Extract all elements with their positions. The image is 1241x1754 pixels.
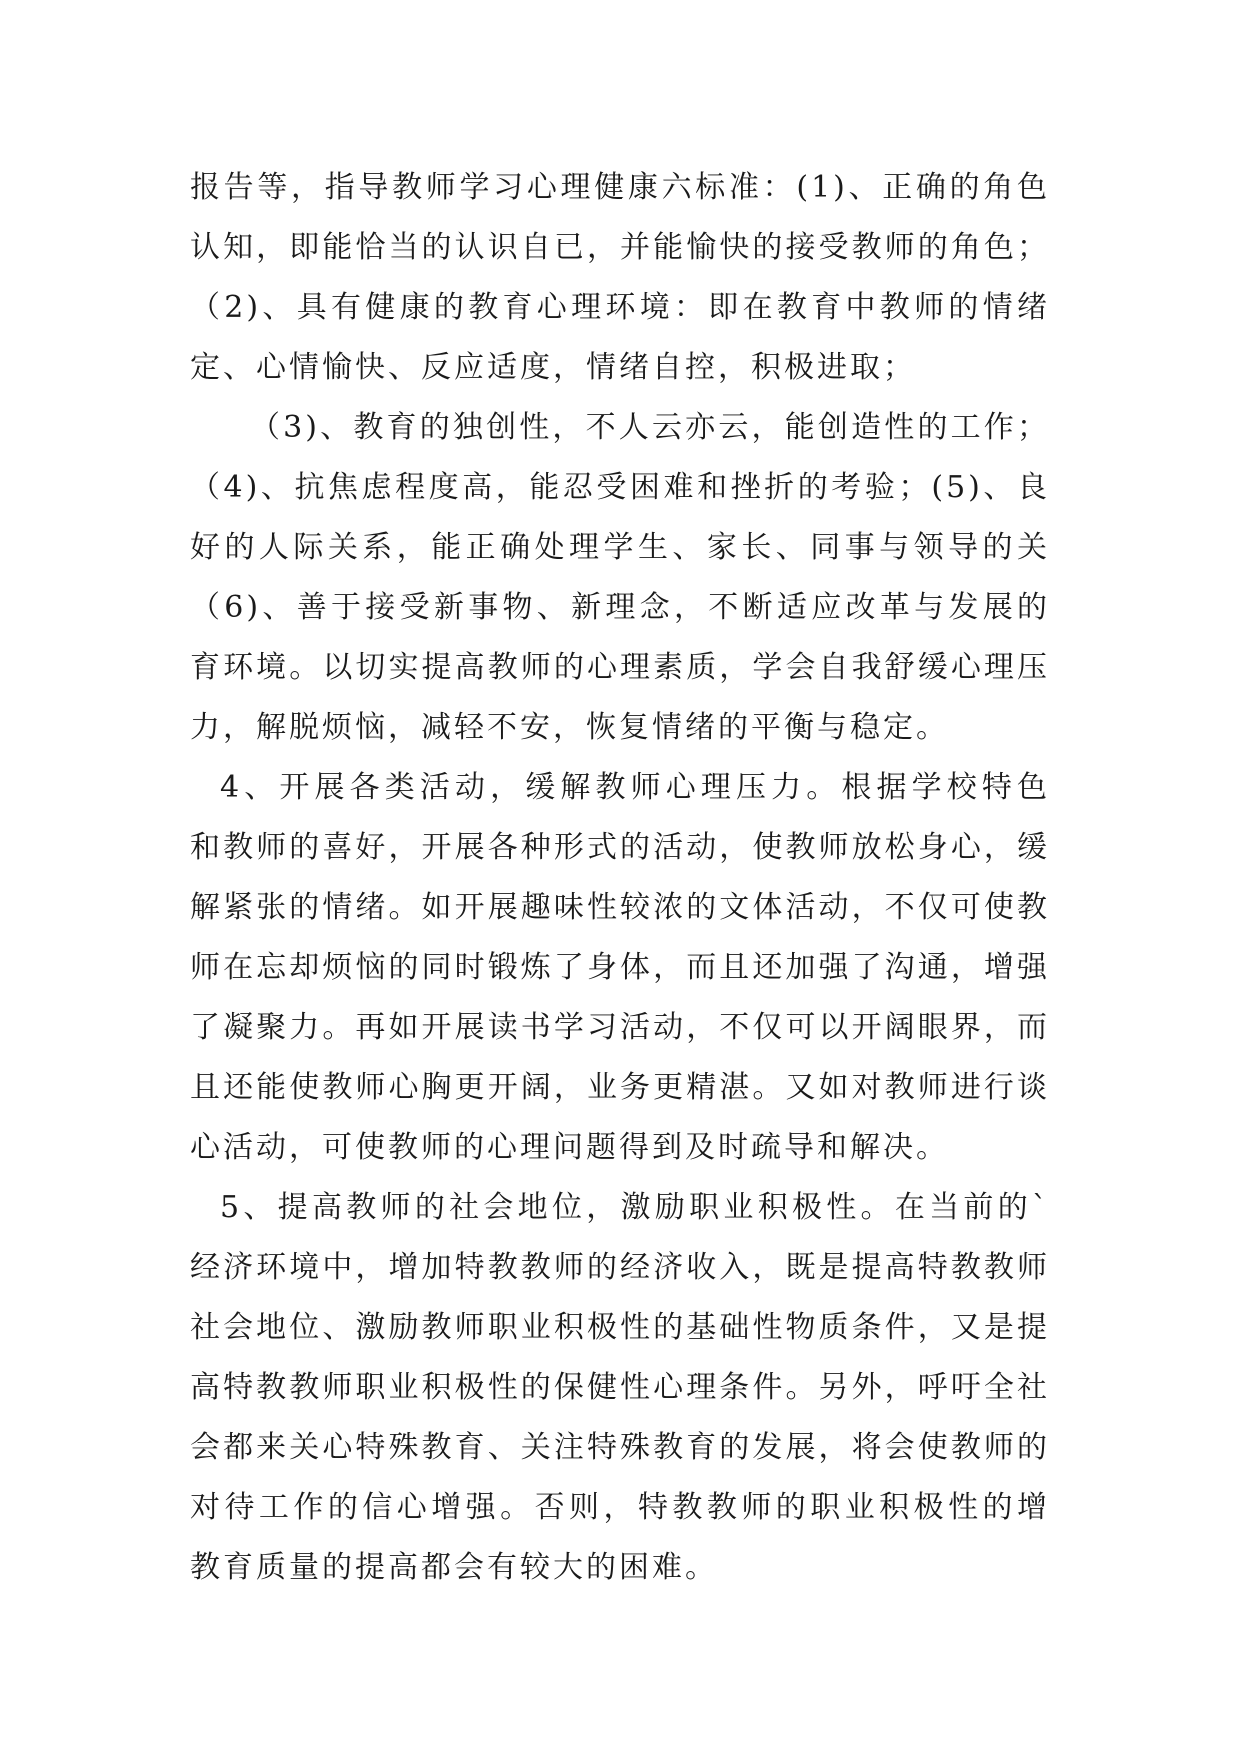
text-line: 报告等，指导教师学习心理健康六标准：(1)、正确的角色 [190, 170, 1050, 205]
text-line: 且还能使教师心胸更开阔，业务更精湛。又如对教师进行谈 [190, 1070, 1050, 1105]
text-line: （2)、具有健康的教育心理环境：即在教育中教师的情绪 [190, 290, 1050, 325]
text-line: 好的人际关系，能正确处理学生、家长、同事与领导的关 [190, 530, 1050, 565]
text-line: 心活动，可使教师的心理问题得到及时疏导和解决。 [190, 1130, 949, 1165]
text-line: （4)、抗焦虑程度高，能忍受困难和挫折的考验；(5)、良 [190, 470, 1050, 505]
text-line: 育环境。以切实提高教师的心理素质，学会自我舒缓心理压 [190, 650, 1050, 685]
text-line: 高特教教师职业积极性的保健性心理条件。另外，呼吁全社 [190, 1370, 1050, 1405]
text-line: 会都来关心特殊教育、关注特殊教育的发展，将会使教师的 [190, 1430, 1050, 1465]
text-line: 和教师的喜好，开展各种形式的活动，使教师放松身心，缓 [190, 830, 1050, 865]
text-line: 认知，即能恰当的认识自已，并能愉快的接受教师的角色； [190, 230, 1050, 265]
text-line: 解紧张的情绪。如开展趣味性较浓的文体活动，不仅可使教 [190, 890, 1050, 925]
text-line: 师在忘却烦恼的同时锻炼了身体，而且还加强了沟通，增强 [190, 950, 1050, 985]
text-line: 5、提高教师的社会地位，激励职业积极性。在当前的` [220, 1190, 1050, 1225]
text-line: 教育质量的提高都会有较大的困难。 [190, 1550, 718, 1585]
text-line: 社会地位、激励教师职业积极性的基础性物质条件，又是提 [190, 1310, 1050, 1345]
text-line: 力，解脱烦恼，减轻不安，恢复情绪的平衡与稳定。 [190, 710, 949, 745]
text-line: 了凝聚力。再如开展读书学习活动，不仅可以开阔眼界，而 [190, 1010, 1050, 1045]
text-line: 定、心情愉快、反应适度，情绪自控，积极进取； [190, 350, 916, 385]
text-line: 对待工作的信心增强。否则，特教教师的职业积极性的增 [190, 1490, 1050, 1525]
text-line: 经济环境中，增加特教教师的经济收入，既是提高特教教师 [190, 1250, 1050, 1285]
text-line: （6)、善于接受新事物、新理念，不断适应改革与发展的 [190, 590, 1050, 625]
body-text [190, 158, 1050, 1598]
text-line: （3)、教育的独创性，不人云亦云，能创造性的工作； [250, 410, 1050, 445]
text-line: 4、开展各类活动，缓解教师心理压力。根据学校特色 [220, 770, 1050, 805]
